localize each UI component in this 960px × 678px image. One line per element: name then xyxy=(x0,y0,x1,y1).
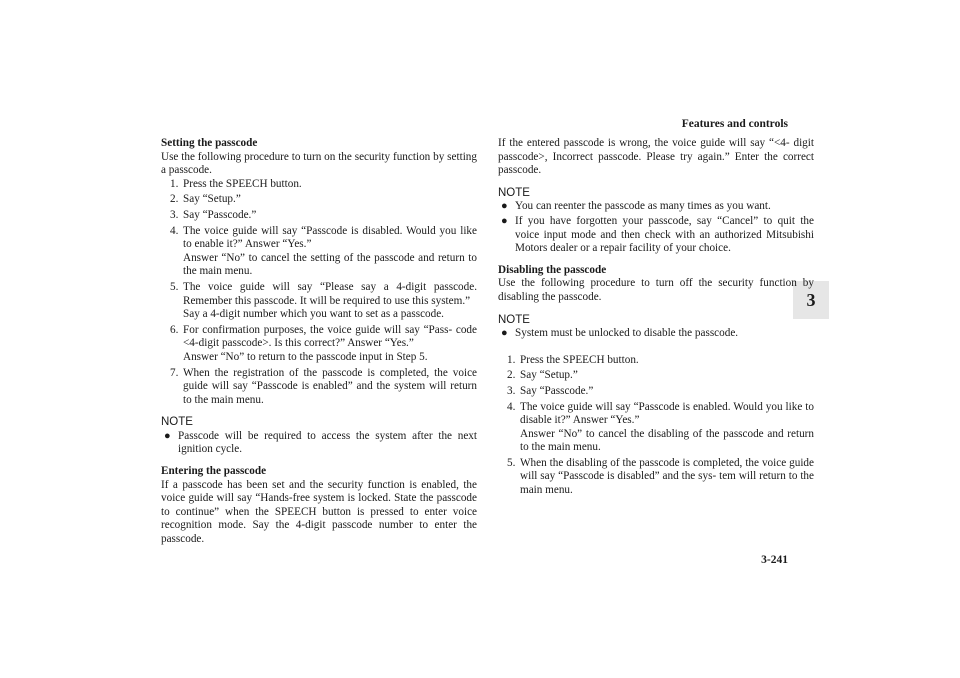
disabling-steps xyxy=(498,354,814,498)
note-item xyxy=(501,327,814,341)
step-item xyxy=(170,178,477,192)
step-number: 6. xyxy=(170,323,179,336)
step-line: Press the SPEECH button. xyxy=(520,353,639,366)
note-item xyxy=(501,215,814,256)
step-number: 4. xyxy=(170,224,179,237)
step-item xyxy=(507,401,814,455)
step-text xyxy=(183,367,477,408)
setting-notes xyxy=(161,430,477,457)
note-title: NOTE xyxy=(498,313,530,326)
step-line: Answer “No” to cancel the setting of the passcode and return to the main menu. xyxy=(183,251,477,278)
step-text xyxy=(183,178,477,192)
step-line: Say “Setup.” xyxy=(520,369,578,382)
step-text xyxy=(520,401,814,455)
step-line: Answer “No” to cancel the disabling of the passcode and return to the main menu. xyxy=(520,427,814,454)
note-item xyxy=(164,430,477,457)
step-line: When the registration of the passcode is completed, the voice guide will say “Passcode is enabled” and the system will return to the main menu. xyxy=(183,366,477,406)
right-column xyxy=(498,137,814,500)
running-header: Features and controls xyxy=(681,118,788,130)
step-line: Say “Passcode.” xyxy=(520,384,594,397)
step-line: The voice guide will say “Passcode is disabled. Would you like to enable it?” Answer “Yes.” xyxy=(183,224,477,251)
step-line: When the disabling of the passcode is completed, the voice guide will say “Passcode is disabled” and the sys- tem will return to the main menu. xyxy=(520,456,814,497)
step-item xyxy=(170,225,477,279)
step-number: 2. xyxy=(170,193,179,206)
note-text: Passcode will be required to access the system after the next ignition cycle. xyxy=(178,429,477,456)
disabling-intro: Use the following procedure to turn off the security function by disabling the passcode. xyxy=(498,277,814,303)
section-heading-entering: Entering the passcode xyxy=(161,465,267,478)
step-number: 5. xyxy=(170,280,179,293)
step-number: 4. xyxy=(507,400,516,413)
step-line: For confirmation purposes, the voice guide will say “Pass- code <4-digit passcode>. Is this correct?” Answer “Yes.” xyxy=(183,323,477,350)
bullet-icon: ● xyxy=(501,327,508,340)
disabling-notes xyxy=(498,327,814,341)
step-text xyxy=(183,209,477,223)
note-text: If you have forgotten your passcode, say “Cancel” to quit the voice input mode and then check with an authorized Mitsubishi Motors dealer or a repair facility of your choice. xyxy=(515,214,814,255)
step-item xyxy=(170,367,477,408)
section-heading-setting: Setting the passcode xyxy=(161,137,258,149)
step-number: 1. xyxy=(170,177,179,190)
step-text xyxy=(183,324,477,365)
page-number: 3-241 xyxy=(761,554,788,566)
note-title: NOTE xyxy=(161,416,193,429)
step-text xyxy=(183,193,477,207)
step-item xyxy=(170,193,477,207)
step-number: 3. xyxy=(507,384,516,397)
step-line: Press the SPEECH button. xyxy=(183,177,302,190)
step-number: 7. xyxy=(170,366,179,379)
step-item xyxy=(170,209,477,223)
step-item xyxy=(507,369,814,383)
wrong-passcode-body: If the entered passcode is wrong, the voice guide will say “<4- digit passcode>, Incorrect passcode. Please try again.” Enter the correct passcode. xyxy=(498,137,814,177)
setting-intro: Use the following procedure to turn on the security function by setting a passcode. xyxy=(161,150,477,177)
step-item xyxy=(170,324,477,365)
step-text xyxy=(183,281,477,322)
step-number: 1. xyxy=(507,353,516,366)
step-text xyxy=(520,385,814,399)
section-heading-disabling: Disabling the passcode xyxy=(498,263,607,276)
note-item xyxy=(501,200,814,214)
step-line: The voice guide will say “Passcode is enabled. Would you like to disable it?” Answer “Yes.” xyxy=(520,400,814,427)
entering-body: If a passcode has been set and the security function is enabled, the voice guide will say “Hands-free system is locked. State the passcode to continue” when the SPEECH button is pressed to enter voice recognition mode. Say the 4-digit passcode number to enter the passcode. xyxy=(161,478,477,546)
step-text xyxy=(520,354,814,368)
wrong-notes xyxy=(498,200,814,255)
setting-steps xyxy=(161,178,477,408)
step-line: Say a 4-digit number which you want to set as a passcode. xyxy=(183,308,444,321)
step-line: Answer “No” to return to the passcode input in Step 5. xyxy=(183,350,428,363)
step-number: 3. xyxy=(170,208,179,221)
step-text xyxy=(520,369,814,383)
bullet-icon: ● xyxy=(501,200,508,213)
step-item xyxy=(170,281,477,322)
left-column xyxy=(161,137,477,547)
step-number: 2. xyxy=(507,369,516,382)
note-text: System must be unlocked to disable the passcode. xyxy=(515,327,739,340)
chapter-tab: 3 xyxy=(793,281,829,319)
bullet-icon: ● xyxy=(501,214,508,227)
note-text: You can reenter the passcode as many times as you want. xyxy=(515,200,771,213)
step-line: The voice guide will say “Please say a 4-digit passcode. Remember this passcode. It will be required to use this system.” xyxy=(183,280,477,307)
note-title: NOTE xyxy=(498,186,530,199)
step-text xyxy=(520,457,814,498)
step-item xyxy=(507,457,814,498)
step-item xyxy=(507,385,814,399)
step-item xyxy=(507,354,814,368)
step-line: Say “Setup.” xyxy=(183,193,241,206)
step-line: Say “Passcode.” xyxy=(183,208,257,221)
step-number: 5. xyxy=(507,456,516,469)
bullet-icon: ● xyxy=(164,429,171,442)
step-text xyxy=(183,225,477,279)
